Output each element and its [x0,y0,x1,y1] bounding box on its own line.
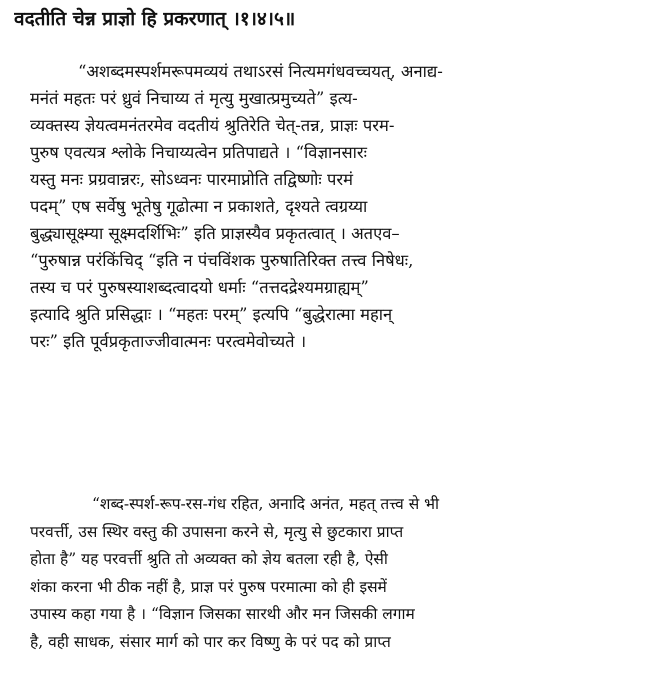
text-line: इत्यादि श्रुति प्रसिद्धाः । “महतः परम्” इत्यपि “बुद्धेरात्मा महान् [30,305,393,324]
text-line: यस्तु मनः प्रग्रवान्नरः, सोऽध्वनः पारमाप्नोति तद्विष्णोः परमं [30,170,353,189]
text-line: परः” इति पूर्वप्रकृताज्जीवात्मनः परत्वमेवोच्यते । [30,332,307,351]
text-line: तस्य च परं पुरुषस्याशब्दत्वादयो धर्माः “तत्तदद्रेश्यमग्राह्यम्” [30,278,369,297]
text-line: पुरुष एवत्यत्र श्लोके निचाय्यत्वेन प्रतिपाद्यते । “विज्ञानसारः [30,143,367,162]
text-line: बुद्ध्यासूक्ष्म्या सूक्ष्मदर्शिभिः” इति प्राज्ञस्यैव प्रकृतत्वात् । अतएव– [30,224,400,243]
text-line: उपास्य कहा गया है । “विज्ञान जिसका सारथी और मन जिसकी लगाम [30,605,415,623]
text-line: “शब्द-स्पर्श-रूप-रस-गंध रहित, अनादि अनंत, महत् तत्त्व से भी [92,495,440,513]
text-line: व्यक्तस्य ज्ञेयत्वमनंतरमेव वदतीयं श्रुतिरेति चेत्-तन्न, प्राज्ञः परम- [30,116,395,135]
text-line: होता है” यह परवर्त्ती श्रुति तो अव्यक्त को ज्ञेय बतला रही है, ऐसी [30,550,388,568]
hindi-translation [0,491,666,656]
sanskrit-commentary [0,58,666,355]
text-line: पदम्” एष सर्वेषु भूतेषु गूढोत्मा न प्रकाशते, दृश्यते त्वग्रय्या [30,197,368,216]
text-line: “पुरुषान्न परंकिंचिद् “इति न पंचविंशक पुरुषातिरिक्त तत्त्व निषेधः, [30,251,414,270]
text-line: मनंतं महतः परं ध्रुवं निचाय्य तं मृत्यु मुखात्प्रमुच्यते” इत्य- [30,89,358,108]
text-line: है, वही साधक, संसार मार्ग को पार कर विष्णु के परं पद को प्राप्त [30,632,391,651]
text-line: “अशब्दमस्पर्शमरूपमव्ययं तथाऽरसं नित्यमगंधवच्चयत्, अनाद्य- [78,62,443,81]
sutra-heading: वदतीति चेन्न प्राज्ञो हि प्रकरणात् ।१।४।५॥ [14,8,296,30]
text-line: परवर्त्ती, उस स्थिर वस्तु की उपासना करने से, मृत्यु से छुटकारा प्राप्त [30,522,404,541]
text-line: शंका करना भी ठीक नहीं है, प्राज्ञ परं पुरुष परमात्मा को ही इसमें [30,577,387,596]
